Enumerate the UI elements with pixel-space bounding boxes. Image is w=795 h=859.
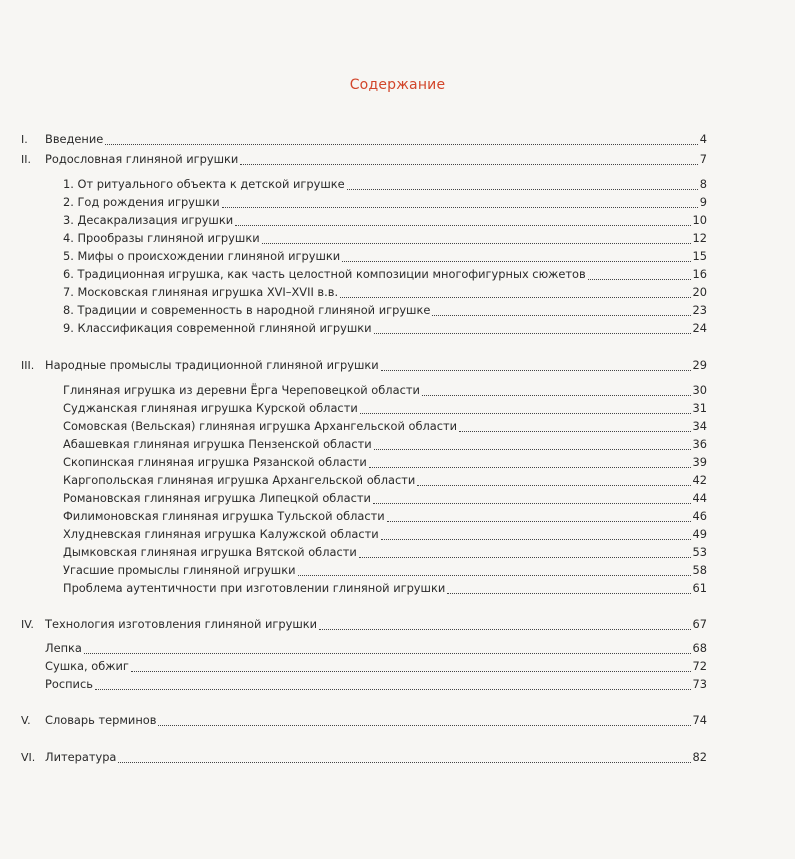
toc-entry-page: 23 (692, 303, 707, 317)
toc-entry-label: Каргопольская глиняная игрушка Архангельской области (63, 473, 416, 487)
toc-entry-page: 49 (692, 527, 707, 541)
toc-entry-label: 4. Прообразы глиняной игрушки (63, 231, 260, 245)
toc-entry-label: 9. Классификация современной глиняной игрушки (63, 321, 372, 335)
toc-dot-leader (381, 369, 691, 371)
toc-entry-page: 20 (692, 285, 707, 299)
page-title: Содержание (349, 77, 446, 93)
toc-entry-label: Дымковская глиняная игрушка Вятской области (63, 545, 357, 559)
toc-entry[interactable] (45, 749, 707, 766)
toc-dot-leader (360, 412, 691, 414)
toc-entry-label: Народные промыслы традиционной глиняной игрушки (45, 358, 379, 372)
toc-entry-page: 9 (699, 195, 707, 209)
toc-entry-label: Романовская глиняная игрушка Липецкой области (63, 491, 371, 505)
toc-entry-page: 44 (692, 491, 707, 505)
toc-entry-page: 12 (692, 231, 707, 245)
toc-entry[interactable] (63, 544, 707, 561)
toc-entry-page: 42 (692, 473, 707, 487)
toc-entry-label: Абашевкая глиняная игрушка Пензенской области (63, 437, 372, 451)
toc-dot-leader (342, 260, 690, 262)
toc-entry-label: 6. Традиционная игрушка, как часть целостной композиции многофигурных сюжетов (63, 267, 586, 281)
toc-dot-leader (131, 670, 691, 672)
toc-entry-page: 7 (699, 152, 707, 166)
toc-entry-label: Глиняная игрушка из деревни Ёрга Череповецкой области (63, 383, 420, 397)
toc-entry[interactable] (63, 248, 707, 265)
toc-entry[interactable] (45, 676, 707, 693)
toc-entry[interactable] (63, 176, 707, 193)
toc-entry[interactable] (45, 357, 707, 374)
toc-entry[interactable] (45, 712, 707, 729)
toc-dot-leader (240, 163, 697, 165)
toc-entry-label: Лепка (45, 641, 82, 655)
toc-entry-page: 67 (692, 617, 707, 631)
toc-entry[interactable] (63, 436, 707, 453)
toc-dot-leader (422, 394, 691, 396)
toc-dot-leader (158, 724, 690, 726)
toc-dot-leader (359, 556, 691, 558)
toc-entry[interactable] (63, 320, 707, 337)
toc-entry-label: 5. Мифы о происхождении глиняной игрушки (63, 249, 341, 263)
toc-entry[interactable] (45, 640, 707, 657)
toc-dot-leader (447, 592, 690, 594)
toc-entry-label: Хлудневская глиняная игрушка Калужской области (63, 527, 379, 541)
toc-entry[interactable] (63, 194, 707, 211)
toc-entry-label: Родословная глиняной игрушки (45, 152, 239, 166)
toc-entry-label: Филимоновская глиняная игрушка Тульской области (63, 509, 385, 523)
toc-dot-leader (262, 242, 691, 244)
toc-entry-label: 7. Московская глиняная игрушка XVI–XVII в.в. (63, 285, 339, 299)
toc-dot-leader (387, 520, 691, 522)
toc-entry[interactable] (63, 212, 707, 229)
toc-dot-leader (373, 502, 691, 504)
toc-entry-page: 10 (692, 213, 707, 227)
toc-entry-number: VI. (21, 751, 36, 764)
toc-dot-leader (222, 206, 698, 208)
toc-entry-number: I. (21, 133, 28, 146)
toc-entry-label: 8. Традиции и современность в народной глиняной игрушке (63, 303, 431, 317)
toc-dot-leader (298, 574, 691, 576)
toc-entry-page: 8 (699, 177, 707, 191)
toc-entry-page: 58 (692, 563, 707, 577)
toc-dot-leader (459, 430, 690, 432)
toc-entry-label: Сомовская (Вельская) глиняная игрушка Архангельской области (63, 419, 458, 433)
toc-entry[interactable] (45, 131, 707, 148)
toc-dot-leader (105, 143, 697, 145)
toc-entry-label: Скопинская глиняная игрушка Рязанской области (63, 455, 367, 469)
toc-entry[interactable] (45, 658, 707, 675)
toc-dot-leader (347, 188, 698, 190)
toc-entry[interactable] (63, 562, 707, 579)
toc-dot-leader (340, 296, 690, 298)
toc-entry-page: 53 (692, 545, 707, 559)
toc-entry-number: III. (21, 359, 35, 372)
toc-entry-label: 1. От ритуального объекта к детской игрушке (63, 177, 345, 191)
toc-entry-number: IV. (21, 618, 34, 631)
toc-entry-page: 4 (699, 132, 707, 146)
toc-entry[interactable] (63, 284, 707, 301)
toc-entry[interactable] (63, 454, 707, 471)
toc-entry[interactable] (45, 151, 707, 168)
toc-dot-leader (369, 466, 691, 468)
toc-dot-leader (84, 652, 691, 654)
toc-entry[interactable] (63, 266, 707, 283)
toc-entry-label: Сушка, обжиг (45, 659, 129, 673)
toc-entry[interactable] (63, 230, 707, 247)
toc-entry[interactable] (63, 580, 707, 597)
toc-entry-label: Технология изготовления глиняной игрушки (45, 617, 318, 631)
toc-entry[interactable] (63, 472, 707, 489)
toc-entry-label: Словарь терминов (45, 713, 157, 727)
toc-entry-page: 73 (692, 677, 707, 691)
toc-entry-label: Введение (45, 132, 104, 146)
toc-entry[interactable] (63, 508, 707, 525)
toc-dot-leader (118, 761, 690, 763)
toc-entry-page: 16 (692, 267, 707, 281)
toc-entry-page: 82 (692, 750, 707, 764)
toc-entry-page: 29 (692, 358, 707, 372)
toc-entry-label: Проблема аутентичности при изготовлении глиняной игрушки (63, 581, 446, 595)
toc-entry-label: Суджанская глиняная игрушка Курской области (63, 401, 358, 415)
toc-entry[interactable] (63, 490, 707, 507)
toc-dot-leader (381, 538, 691, 540)
toc-entry-page: 15 (692, 249, 707, 263)
toc-dot-leader (417, 484, 690, 486)
toc-entry-number: II. (21, 153, 31, 166)
toc-entry-page: 61 (692, 581, 707, 595)
toc-dot-leader (319, 628, 690, 630)
toc-dot-leader (374, 332, 691, 334)
toc-entry-page: 24 (692, 321, 707, 335)
toc-entry-page: 34 (692, 419, 707, 433)
toc-entry[interactable] (63, 526, 707, 543)
toc-entry-label: Роспись (45, 677, 93, 691)
toc-entry-page: 68 (692, 641, 707, 655)
toc-dot-leader (374, 448, 691, 450)
toc-dot-leader (432, 314, 690, 316)
toc-entry[interactable] (63, 382, 707, 399)
toc-entry-page: 46 (692, 509, 707, 523)
toc-entry-page: 36 (692, 437, 707, 451)
toc-entry-page: 31 (692, 401, 707, 415)
toc-entry[interactable] (63, 418, 707, 435)
toc-entry-label: Угасшие промыслы глиняной игрушки (63, 563, 296, 577)
toc-entry-page: 74 (692, 713, 707, 727)
toc-entry-label: Литература (45, 750, 117, 764)
toc-entry-page: 72 (692, 659, 707, 673)
toc-entry-page: 30 (692, 383, 707, 397)
toc-entry-page: 39 (692, 455, 707, 469)
toc-dot-leader (95, 688, 691, 690)
toc-entry-number: V. (21, 714, 31, 727)
toc-entry[interactable] (63, 400, 707, 417)
toc-dot-leader (588, 278, 691, 280)
toc-entry[interactable] (45, 616, 707, 633)
toc-entry[interactable] (63, 302, 707, 319)
toc-dot-leader (235, 224, 690, 226)
toc-entry-label: 2. Год рождения игрушки (63, 195, 220, 209)
toc-entry-label: 3. Десакрализация игрушки (63, 213, 234, 227)
